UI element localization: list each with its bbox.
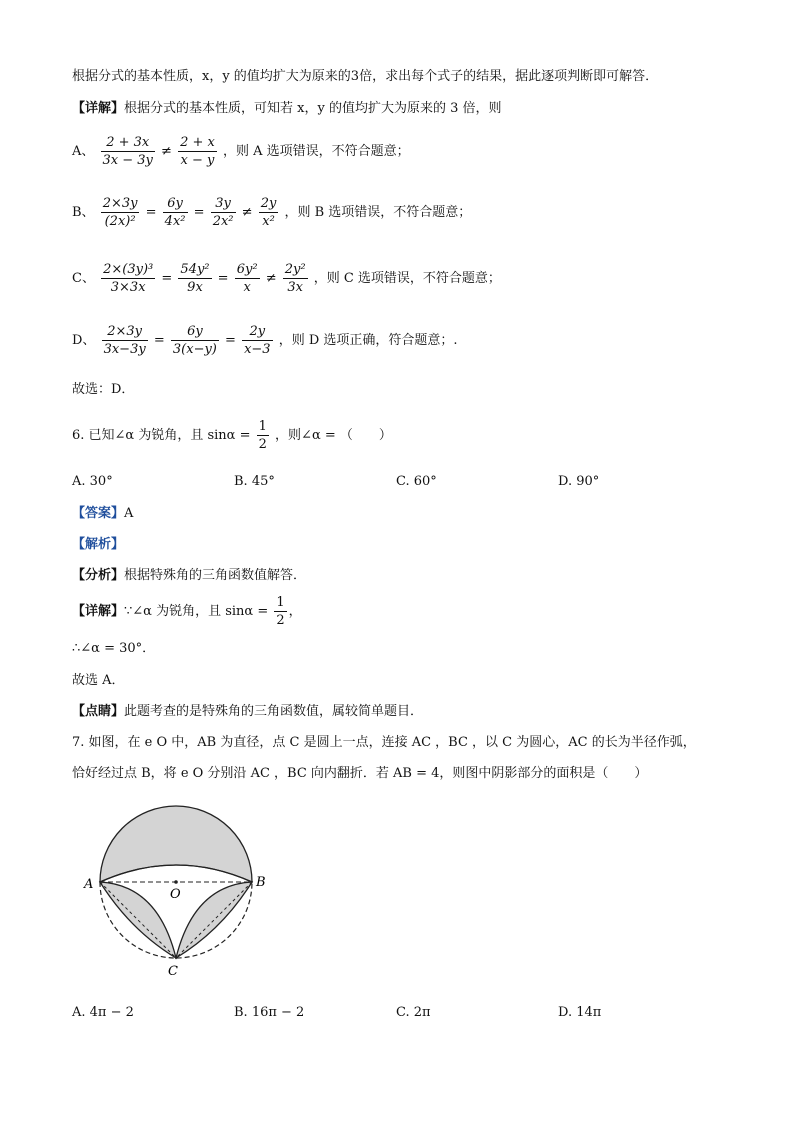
label-b: B xyxy=(256,875,266,890)
option-label: B、 xyxy=(72,205,95,220)
answer-tag: 【答案】 xyxy=(72,506,125,521)
option-text: ，则 D 选项正确，符合题意；. xyxy=(278,333,458,348)
q5-option-b xyxy=(72,195,471,230)
detail-tag: 【详解】 xyxy=(72,101,125,116)
q7-figure xyxy=(80,800,280,985)
option-label: A、 xyxy=(72,144,95,159)
numerator: 2×3y xyxy=(102,196,138,211)
label-a: A xyxy=(84,877,94,892)
equals-sign: = xyxy=(217,271,229,286)
fraction xyxy=(102,323,148,358)
fraction xyxy=(171,323,219,358)
denominator: 3(x−y) xyxy=(172,342,217,357)
fraction xyxy=(163,195,188,230)
q7-option-b: B. 16π − 2 xyxy=(234,1005,305,1020)
analysis-intro: 根据分式的基本性质，x，y 的值均扩大为原来的3倍，求出每个式子的结果，据此逐项判断即可解答． xyxy=(72,69,659,84)
q6-answer xyxy=(72,505,133,523)
fraction xyxy=(178,261,211,296)
q6-option-d: D. 90° xyxy=(558,474,600,489)
denominator: 2x² xyxy=(212,214,234,229)
numerator: 1 xyxy=(276,595,285,610)
numerator: 2×(3y)³ xyxy=(103,262,154,277)
fraction xyxy=(235,261,260,296)
denominator: x xyxy=(243,280,251,295)
q6-fenxi xyxy=(72,567,306,585)
numerator: 2 + x xyxy=(180,135,215,150)
numerator: 6y xyxy=(171,323,219,341)
not-equal-sign: ≠ xyxy=(161,144,172,159)
not-equal-sign: ≠ xyxy=(265,271,277,286)
equals-sign: = xyxy=(145,205,157,220)
denominator: x² xyxy=(262,214,275,229)
q7-stem-line1: 7. 如图，在 e O 中，AB 为直径，点 C 是圆上一点，连接 AC ，BC ，以 C 为圆心，AC 的长为半径作弧， xyxy=(72,735,696,750)
denominator: (2x)² xyxy=(104,214,136,229)
center-point xyxy=(174,880,178,884)
fraction xyxy=(211,195,236,230)
stem-text: ，则∠α = （ ） xyxy=(275,428,392,443)
denominator: x − y xyxy=(180,153,215,168)
q6-options xyxy=(72,474,732,489)
numerator: 2y xyxy=(242,323,273,341)
equals-sign: = xyxy=(153,333,165,348)
q6-stem xyxy=(72,418,392,453)
q6-option-b: B. 45° xyxy=(234,474,275,489)
q7-option-c: C. 2π xyxy=(396,1005,431,1020)
option-text: ，则 C 选项错误，不符合题意； xyxy=(313,271,501,286)
q7-stem-line2: 恰好经过点 B，将 e O 分别沿 AC ，BC 向内翻折．若 AB = 4，则图中阴影部分的面积是（ ） xyxy=(72,766,648,781)
numerator: 54y² xyxy=(180,262,210,277)
denominator: 3x − 3y xyxy=(102,153,153,168)
q5-option-d xyxy=(72,323,458,358)
comment-tag: 【点睛】 xyxy=(72,704,125,719)
q5-detail xyxy=(72,100,502,118)
fenxi-text: 根据特殊角的三角函数值解答． xyxy=(124,568,307,583)
fraction-half xyxy=(274,594,286,629)
comment-text: 此题考查的是特殊角的三角函数值，属较简单题目． xyxy=(124,704,424,719)
fenxi-tag: 【分析】 xyxy=(72,568,125,583)
equals-sign: = xyxy=(225,333,236,348)
q6-analysis xyxy=(72,536,124,554)
fraction xyxy=(178,134,217,169)
detail-text: ， xyxy=(288,604,302,619)
denominator: 9x xyxy=(187,280,203,295)
q6-comment xyxy=(72,703,423,721)
detail-text: 根据分式的基本性质，可知若 x，y 的值均扩大为原来的 3 倍，则 xyxy=(124,101,502,116)
denominator: 4x² xyxy=(164,214,186,229)
option-label: D、 xyxy=(72,333,96,348)
denominator: 3x−3y xyxy=(103,342,146,357)
option-text: ，则 A 选项错误，不符合题意； xyxy=(223,144,410,159)
fraction xyxy=(283,261,308,296)
option-text: ，则 B 选项错误，不符合题意； xyxy=(284,205,472,220)
upper-shaded-region xyxy=(100,806,252,882)
q7-options xyxy=(72,1005,732,1020)
analysis-tag: 【解析】 xyxy=(72,537,125,552)
q6-detail xyxy=(72,594,302,629)
equals-sign: = xyxy=(193,205,205,220)
numerator: 1 xyxy=(258,419,267,434)
numerator: 2 + 3x xyxy=(101,134,155,152)
fraction xyxy=(101,261,155,296)
option-label: C、 xyxy=(72,271,95,286)
not-equal-sign: ≠ xyxy=(241,205,253,220)
numerator: 2y² xyxy=(284,262,306,277)
q6-option-c: C. 60° xyxy=(396,474,437,489)
stem-text: 6. 已知∠α 为锐角，且 sinα = xyxy=(72,428,251,443)
denominator: 3x xyxy=(287,280,303,295)
denominator: 2 xyxy=(258,437,267,452)
denominator: 2 xyxy=(276,613,285,628)
answer-value: A xyxy=(124,506,134,521)
numerator: 6y² xyxy=(236,262,258,277)
label-c: C xyxy=(168,964,178,979)
fraction xyxy=(101,134,155,169)
numerator: 2×3y xyxy=(102,323,148,341)
label-o: O xyxy=(170,887,181,902)
numerator: 2y xyxy=(260,196,277,211)
fraction xyxy=(259,195,279,230)
detail-tag: 【详解】 xyxy=(72,604,125,619)
q7-option-a: A. 4π − 2 xyxy=(72,1005,134,1020)
fraction xyxy=(101,195,140,230)
numerator: 6y xyxy=(163,195,188,213)
q5-option-a xyxy=(72,134,410,169)
q7-option-d: D. 14π xyxy=(558,1005,602,1020)
q6-option-a: A. 30° xyxy=(72,474,113,489)
detail-text: ∵∠α 为锐角，且 sinα = xyxy=(124,604,269,619)
denominator: 3×3x xyxy=(110,280,146,295)
q5-choice: 故选：D． xyxy=(72,382,135,397)
q5-option-c xyxy=(72,261,501,296)
fraction-half xyxy=(257,418,269,453)
denominator: x−3 xyxy=(244,342,271,357)
equals-sign: = xyxy=(161,271,173,286)
q6-therefore: ∴∠α = 30°． xyxy=(72,641,156,656)
q6-choice: 故选 A． xyxy=(72,673,125,688)
numerator: 3y xyxy=(211,195,236,213)
fraction xyxy=(242,323,273,358)
